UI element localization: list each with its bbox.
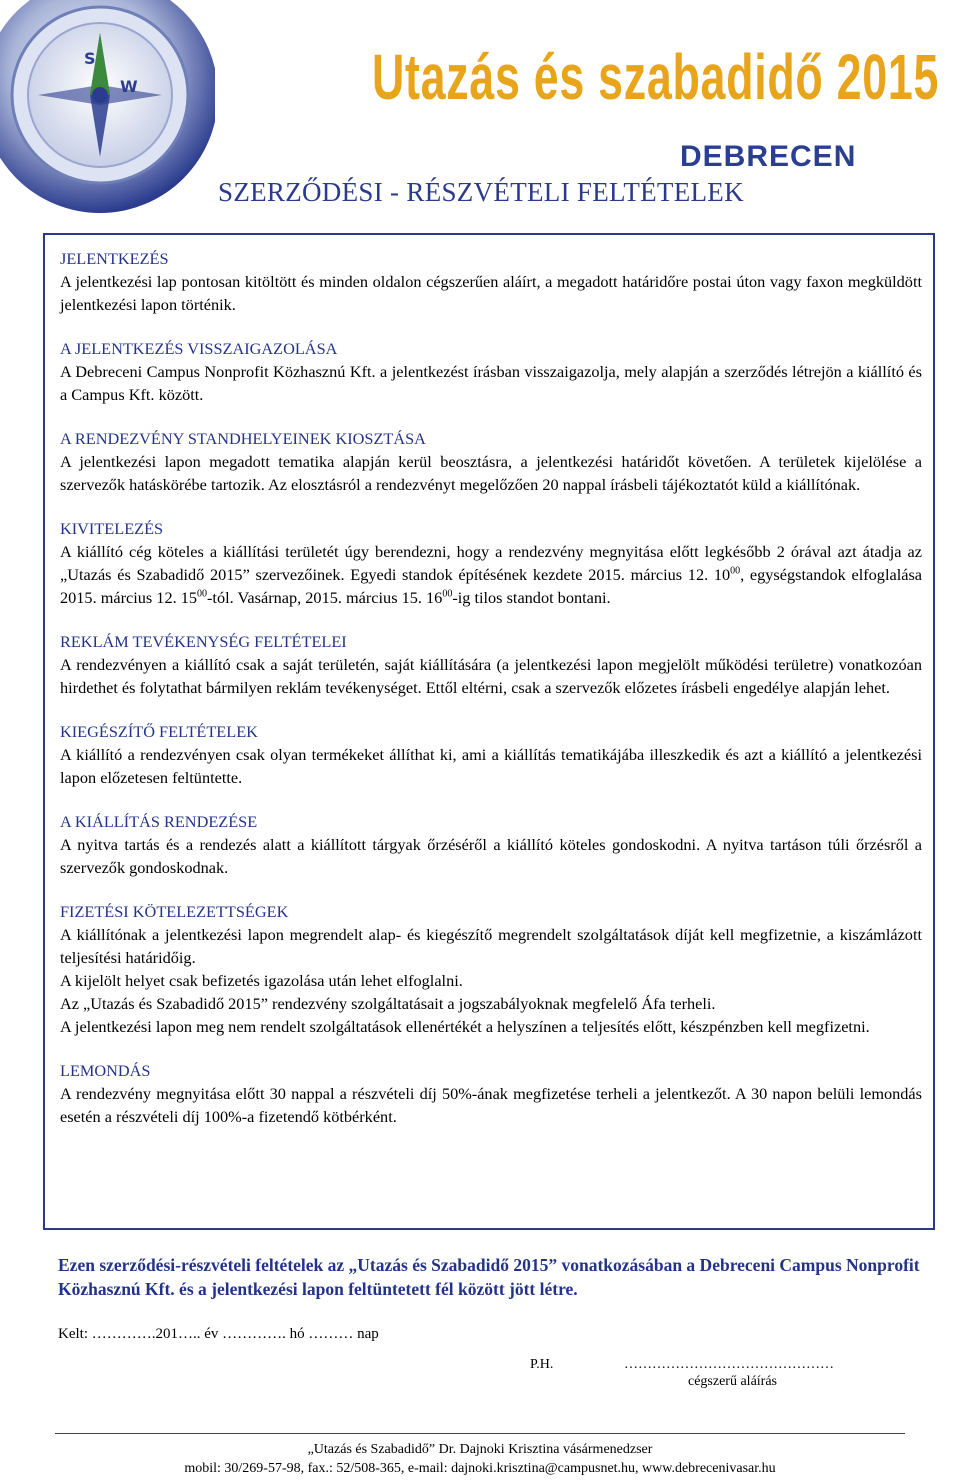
section-title: JELENTKEZÉS <box>60 249 169 268</box>
section-body: A kiállító a rendezvényen csak olyan termékeket állíthat ki, ami a kiállítás tematikájába illeszkedik és azt a kiállító a jelentkezési lapon előzetesen feltüntette. <box>60 745 922 787</box>
terms-box <box>43 233 935 1230</box>
section-body: A jelentkezési lap pontosan kitöltött és minden oldalon cégszerűen aláírt, a megadott határidőre postai úton vagy faxon megküldött jelentkezési lapon történik. <box>60 272 922 314</box>
signature-label: cégszerű aláírás <box>688 1374 777 1389</box>
section-body: A kijelölt helyet csak befizetés igazolása után lehet elfoglalni. <box>60 971 463 990</box>
compass-icon <box>0 0 215 215</box>
section-cancellation <box>60 1059 922 1128</box>
signature-line: ……………………………………… <box>624 1357 834 1372</box>
section-body: A rendezvényen a kiállító csak a saját területén, saját kiállítására (a jelentkezési lapon megjelölt működési területre) vonatkozóan hirdethet és folytathat bármilyen reklám tevékenységet. Ettől eltérni, csak a szervezők előzetes írásbeli engedélye alapján lehet. <box>60 655 922 697</box>
section-body: A rendezvény megnyitása előtt 30 nappal a részvételi díj 50%-ának megfizetése terheli a jelentkezőt. A 30 napon belüli lemondás esetén a részvételi díj 100%-a fizetendő kötbérként. <box>60 1084 922 1126</box>
section-advertising <box>60 630 922 699</box>
section-title: LEMONDÁS <box>60 1061 151 1080</box>
section-registration <box>60 247 922 316</box>
svg-text:S: S <box>84 49 96 68</box>
page-title: SZERZŐDÉSI - RÉSZVÉTELI FELTÉTELEK <box>218 177 744 207</box>
section-title: KIEGÉSZÍTŐ FELTÉTELEK <box>60 722 258 741</box>
section-body: A kiállító cég köteles a kiállítási területét úgy berendezni, hogy a rendezvény megnyitása előtt legkésőbb 2 órával azt átadja az „Utazás és Szabadidő 2015” szervezőinek. Egyedi standok építésének kezdete 2015. március 12. $10^{00}$, egységstandok elfoglalása 2015. március 12. $15^{00}$-tól. Vasárnap, 2015. március 15. $16^{00}-ig$ tilos standot bontani. <box>60 542 923 607</box>
brand-title: Utazás és szabadidő 2015 <box>372 41 940 113</box>
svg-text:W: W <box>120 77 138 96</box>
closing-statement: Ezen szerződési-részvételi feltételek az „Utazás és Szabadidő 2015” vonatkozásában a Debreceni Campus Nonprofit Közhasznú Kft. és a jelentkezési lapon feltüntetett fél között jött létre. <box>58 1255 920 1299</box>
brand-city: DEBRECEN <box>680 140 857 173</box>
footer-divider <box>55 1433 905 1434</box>
section-title: A JELENTKEZÉS VISSZAIGAZOLÁSA <box>60 339 338 358</box>
section-title: A RENDEZVÉNY STANDHELYEINEK KIOSZTÁSA <box>60 429 426 448</box>
section-payment <box>60 900 922 1038</box>
section-construction <box>60 517 922 609</box>
section-body: Az „Utazás és Szabadidő 2015” rendezvény szolgáltatásait a jogszabályoknak megfelelő Áfa terheli. <box>60 994 716 1013</box>
section-title: REKLÁM TEVÉKENYSÉG FELTÉTELEI <box>60 632 347 651</box>
section-confirmation <box>60 337 922 406</box>
section-body: A nyitva tartás és a rendezés alatt a kiállított tárgyak őrzéséről a kiállító köteles gondoskodni. A nyitva tartáson túli őrzésről a szervezők gondoskodnak. <box>60 835 922 877</box>
footer-contact-details: mobil: 30/269-57-98, fax.: 52/508-365, e-mail: dajnoki.krisztina@campusnet.hu, www.debrecenivasar.hu <box>184 1461 776 1476</box>
stamp-placeholder: P.H. <box>530 1357 554 1372</box>
section-body: A jelentkezési lapon meg nem rendelt szolgáltatások ellenértékét a helyszínen a teljesítés előtt, készpénzben kell megfizetni. <box>60 1017 870 1036</box>
section-body: A Debreceni Campus Nonprofit Közhasznú Kft. a jelentkezést írásban visszaigazolja, mely alapján a szerződés létrejön a kiállító és a Campus Kft. között. <box>60 362 922 404</box>
footer-contact-name: „Utazás és Szabadidő” Dr. Dajnoki Krisztina vásármenedzser <box>307 1442 653 1457</box>
section-title: A KIÁLLÍTÁS RENDEZÉSE <box>60 812 258 831</box>
section-exhibition-arrangement <box>60 810 922 879</box>
section-body: A kiállítónak a jelentkezési lapon megrendelt alap- és kiegészítő megrendelt szolgáltatások díját kell megfizetnie, a kiszámlázott teljesítési határidőig. <box>60 925 922 967</box>
section-title: FIZETÉSI KÖTELEZETTSÉGEK <box>60 902 289 921</box>
section-body: A jelentkezési lapon megadott tematika alapján kerül beosztásra, a jelentkezési határidőt követően. A területek kijelölése a szervezők hatáskörébe tartozik. Az elosztásról a rendezvényt megelőzően 20 nappal írásbeli tájékoztatót küld a kiállítónak. <box>60 452 922 494</box>
section-title: KIVITELEZÉS <box>60 519 164 538</box>
section-supplementary <box>60 720 922 789</box>
section-stand-allocation <box>60 427 922 496</box>
date-line: Kelt: ………….201….. év …………. hó ……… nap <box>58 1326 379 1342</box>
